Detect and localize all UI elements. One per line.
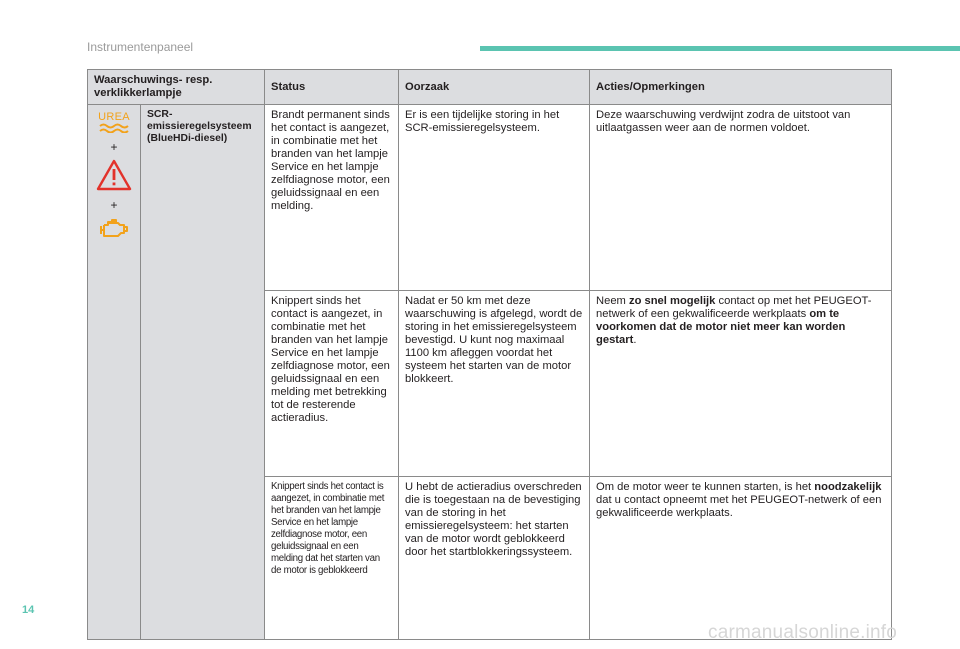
- cause-cell: Er is een tijdelijke storing in het SCR-emissieregelsysteem.: [399, 105, 590, 291]
- action-emphasis: zo snel mogelijk: [628, 295, 716, 307]
- action-emphasis: noodzakelijk: [814, 481, 882, 493]
- action-cell: Deze waarschuwing verdwijnt zodra de uitstoot van uitlaatgassen weer aan de normen voldoet.: [590, 105, 892, 291]
- cause-cell: U hebt de actieradius overschreden die is toegestaan na de bevestiging van de storing in het emissieregelsysteem: het starten van de motor wordt geblokkeerd door het startblokkeringssysteem.: [399, 477, 590, 640]
- col-header-actions: Acties/Opmerkingen: [590, 70, 892, 105]
- col-header-status: Status: [265, 70, 399, 105]
- status-cell: Knippert sinds het contact is aangezet, in combinatie met het branden van het lampje Service en het lampje zelfdiagnose motor, een geluidssignaal en een melding met betrekking tot de resterende actieradius.: [265, 291, 399, 477]
- action-text: Om de motor weer te kunnen starten, is het: [596, 481, 815, 493]
- plus-sign: +: [110, 140, 118, 154]
- urea-icon: UREA: [98, 111, 130, 133]
- col-header-lamp: Waarschuwings- resp. verklikkerlampje: [88, 70, 265, 105]
- status-cell: Brandt permanent sinds het contact is aangezet, in combinatie met het branden van het lampje Service en het lampje zelfdiagnose motor, een geluidssignaal en een melding.: [265, 105, 399, 291]
- cause-cell: Nadat er 50 km met deze waarschuwing is afgelegd, wordt de storing in het emissieregelsysteem bevestigd. U kunt nog maximaal 1100 km afleggen voordat het systeem het starten van de motor blokkeert.: [399, 291, 590, 477]
- action-text: .: [633, 334, 637, 346]
- section-title: Instrumentenpaneel: [87, 40, 194, 54]
- table-header-row: [88, 70, 892, 105]
- page-number: 14: [22, 604, 35, 616]
- watermark: carmanualsonline.info: [708, 622, 898, 643]
- header-accent-bar: [480, 46, 960, 51]
- warning-triangle-icon: [96, 159, 132, 191]
- status-cell: Knippert sinds het contact is aangezet, in combinatie met het branden van het lampje Service en het lampje zelfdiagnose motor, een geluidssignaal en een melding dat het starten van de motor is geblokkeerd: [265, 477, 399, 640]
- action-cell: [590, 291, 892, 477]
- plus-sign: +: [110, 198, 118, 212]
- warning-lamp-table: [87, 69, 892, 640]
- action-text: dat u contact opneemt met het PEUGEOT-netwerk of een gekwalificeerde werkplaats.: [596, 494, 882, 519]
- action-emphasis: om te voorkomen dat de motor niet meer kan worden gestart: [596, 308, 846, 346]
- action-text: Neem: [596, 295, 629, 307]
- table-row: [88, 105, 892, 291]
- action-text: contact op met het PEUGEOT-netwerk of een gekwalificeerde werkplaats: [596, 295, 872, 320]
- col-header-cause: Oorzaak: [399, 70, 590, 105]
- engine-check-icon: [98, 217, 130, 241]
- action-cell: [590, 477, 892, 640]
- lamp-name-cell: SCR-emissieregelsysteem (BlueHDi-diesel): [141, 105, 265, 640]
- lamp-icons-cell: [88, 105, 141, 640]
